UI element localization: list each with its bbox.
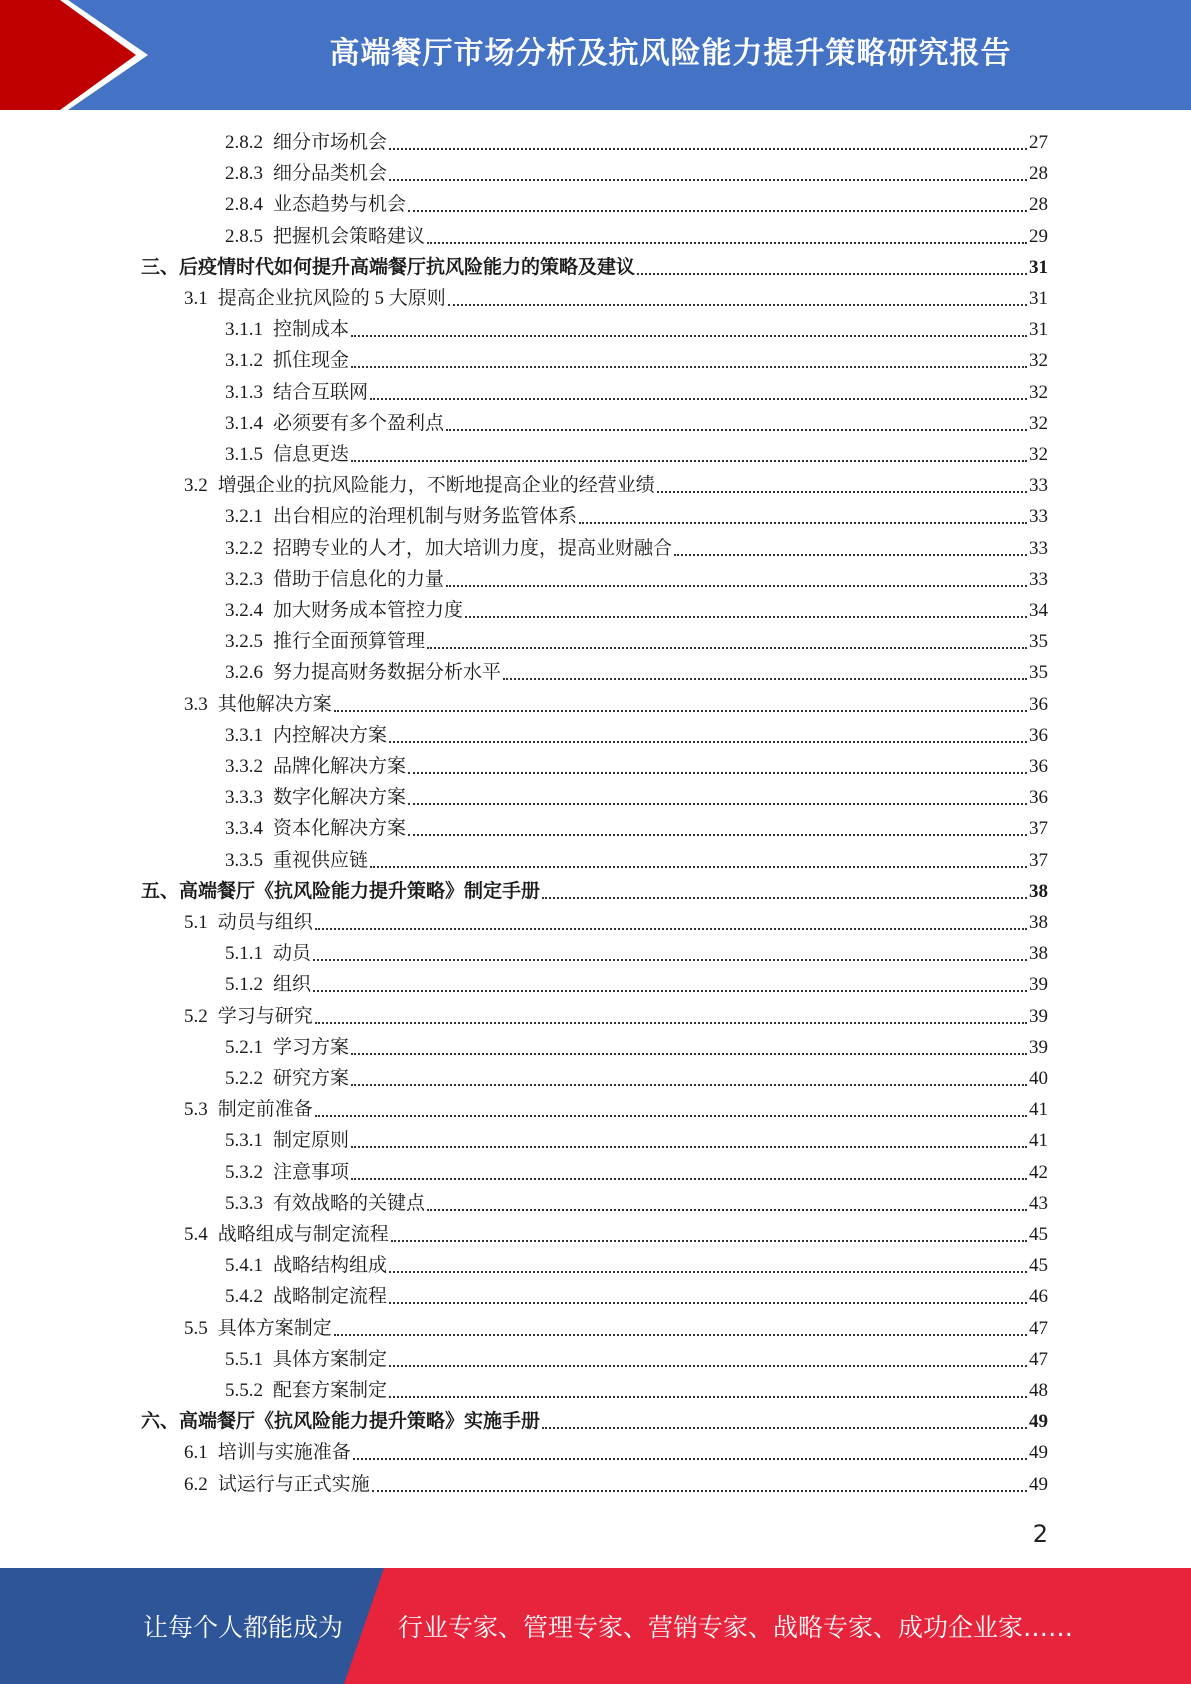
toc-entry[interactable] <box>225 969 1048 1000</box>
toc-entry-number: 3.1.4 <box>225 412 263 434</box>
toc-entry-title: 把握机会策略建议 <box>273 225 426 247</box>
toc-dot-leader <box>446 585 1027 587</box>
toc-entry-title: 细分品类机会 <box>273 163 388 185</box>
toc-entry-page: 49 <box>1029 1473 1048 1495</box>
toc-entry[interactable] <box>225 501 1048 532</box>
toc-entry-number: 3.3.4 <box>225 818 263 840</box>
toc-dot-leader <box>427 647 1027 649</box>
toc-entry-page: 29 <box>1029 225 1048 247</box>
toc-entry[interactable] <box>225 408 1048 439</box>
toc-entry[interactable] <box>141 252 1048 283</box>
page-footer <box>0 1568 1191 1684</box>
toc-entry-page: 38 <box>1029 880 1048 902</box>
toc-entry-title: 招聘专业的人才，加大培训力度，提高业财融合 <box>273 537 673 559</box>
toc-entry-page: 41 <box>1029 1099 1048 1121</box>
toc-entry-title: 制定原则 <box>273 1130 350 1152</box>
toc-entry-number: 2.8.4 <box>225 194 263 216</box>
toc-entry-number: 三、 <box>141 256 180 278</box>
toc-entry-number: 3.1.1 <box>225 319 263 341</box>
toc-entry-page: 33 <box>1029 506 1048 528</box>
header-chevron-decoration <box>0 0 160 110</box>
toc-entry-page: 38 <box>1029 943 1048 965</box>
toc-entry-title: 组织 <box>273 974 312 996</box>
toc-dot-leader <box>370 866 1027 868</box>
toc-entry[interactable] <box>225 813 1048 844</box>
toc-entry[interactable] <box>225 782 1048 813</box>
toc-dot-leader <box>408 834 1027 836</box>
toc-entry-page: 42 <box>1029 1161 1048 1183</box>
toc-dot-leader <box>674 554 1027 556</box>
toc-dot-leader <box>389 179 1027 181</box>
toc-entry[interactable] <box>225 1063 1048 1094</box>
toc-entry[interactable] <box>225 938 1048 969</box>
toc-entry-page: 32 <box>1029 444 1048 465</box>
toc-entry-number: 5.2.2 <box>225 1068 263 1089</box>
toc-entry-number: 3.2.3 <box>225 568 263 590</box>
document-title: 高端餐厅市场分析及抗风险能力提升策略研究报告 <box>329 36 1012 71</box>
toc-entry-page: 33 <box>1029 475 1048 497</box>
toc-dot-leader <box>579 522 1027 524</box>
toc-entry-title: 动员 <box>273 943 312 965</box>
toc-entry-number: 5.5.1 <box>225 1348 263 1370</box>
toc-dot-leader <box>389 1302 1027 1304</box>
toc-entry-number: 5.3 <box>184 1099 208 1121</box>
toc-entry-page: 46 <box>1029 1286 1048 1308</box>
toc-entry-title: 努力提高财务数据分析水平 <box>273 662 502 684</box>
toc-dot-leader <box>353 1458 1027 1460</box>
toc-dot-leader <box>315 928 1027 930</box>
toc-entry-title: 数字化解决方案 <box>273 787 407 809</box>
toc-entry-number: 3.3 <box>184 693 208 715</box>
toc-entry-title: 出台相应的治理机制与财务监管体系 <box>273 506 578 528</box>
toc-entry-title: 信息更迭 <box>273 444 350 465</box>
toc-entry-number: 5.3.3 <box>225 1192 263 1214</box>
toc-entry-page: 36 <box>1029 787 1048 809</box>
toc-entry-page: 43 <box>1029 1192 1048 1214</box>
toc-dot-leader <box>503 678 1027 680</box>
toc-entry[interactable] <box>225 1344 1048 1375</box>
toc-entry-title: 注意事项 <box>273 1161 350 1183</box>
toc-dot-leader <box>389 148 1027 150</box>
toc-entry-page: 39 <box>1029 1005 1048 1027</box>
toc-entry[interactable] <box>225 377 1048 408</box>
footer-slogan-left: 让每个人都能成为 <box>143 1613 344 1642</box>
toc-entry-title: 具体方案制定 <box>273 1348 388 1370</box>
toc-entry-page: 28 <box>1029 163 1048 185</box>
toc-entry-title: 具体方案制定 <box>217 1317 332 1339</box>
toc-dot-leader <box>313 959 1027 961</box>
toc-entry-title: 品牌化解决方案 <box>273 756 407 777</box>
toc-entry-number: 3.2.6 <box>225 662 263 684</box>
toc-entry-page: 48 <box>1029 1380 1048 1401</box>
toc-entry-title: 制定前准备 <box>217 1099 313 1121</box>
toc-entry-title: 必须要有多个盈利点 <box>273 412 445 434</box>
toc-entry-page: 47 <box>1029 1348 1048 1370</box>
toc-entry-page: 31 <box>1029 288 1048 309</box>
toc-entry-title: 有效战略的关键点 <box>273 1192 426 1214</box>
toc-entry-page: 35 <box>1029 631 1048 653</box>
toc-entry-page: 27 <box>1029 132 1048 153</box>
toc-entry-page: 28 <box>1029 194 1048 216</box>
toc-entry[interactable] <box>225 845 1048 876</box>
toc-entry-number: 3.3.1 <box>225 724 263 746</box>
toc-entry-number: 5.3.1 <box>225 1130 263 1152</box>
toc-entry-title: 后疫情时代如何提升高端餐厅抗风险能力的策略及建议 <box>179 256 636 278</box>
toc-entry-page: 49 <box>1029 1411 1048 1433</box>
toc-entry[interactable] <box>225 595 1048 626</box>
toc-entry-title: 研究方案 <box>273 1068 350 1089</box>
toc-entry-title: 学习与研究 <box>217 1005 313 1027</box>
toc-entry[interactable] <box>225 1157 1048 1188</box>
toc-dot-leader <box>315 1115 1027 1117</box>
toc-entry-number: 五、 <box>141 880 180 902</box>
toc-entry[interactable] <box>225 345 1048 376</box>
toc-dot-leader <box>427 242 1027 244</box>
toc-dot-leader <box>389 741 1027 743</box>
toc-dot-leader <box>465 616 1027 618</box>
toc-dot-leader <box>313 990 1027 992</box>
toc-entry[interactable] <box>184 1001 1048 1032</box>
toc-entry-title: 高端餐厅《抗风险能力提升策略》制定手册 <box>179 880 541 902</box>
toc-entry-title: 战略组成与制定流程 <box>217 1224 389 1245</box>
toc-entry-number: 5.2 <box>184 1005 208 1027</box>
toc-entry-page: 47 <box>1029 1317 1048 1339</box>
toc-entry-number: 3.1 <box>184 288 208 309</box>
toc-dot-leader <box>370 398 1027 400</box>
toc-entry-page: 33 <box>1029 568 1048 590</box>
toc-entry[interactable] <box>141 876 1048 907</box>
toc-dot-leader <box>351 366 1027 368</box>
toc-entry[interactable] <box>225 657 1048 688</box>
toc-entry[interactable] <box>225 189 1048 220</box>
toc-entry[interactable] <box>225 626 1048 657</box>
toc-entry-title: 学习方案 <box>273 1036 350 1058</box>
toc-entry-number: 2.8.5 <box>225 225 263 247</box>
toc-entry-number: 6.1 <box>184 1442 208 1464</box>
toc-entry-number: 3.1.3 <box>225 381 263 403</box>
toc-entry-number: 3.1.5 <box>225 444 263 465</box>
toc-entry-number: 3.2.4 <box>225 600 263 621</box>
toc-dot-leader <box>389 1271 1027 1273</box>
toc-entry[interactable] <box>184 907 1048 938</box>
toc-entry-number: 2.8.3 <box>225 163 263 185</box>
toc-entry-number: 5.4.2 <box>225 1286 263 1308</box>
toc-entry-number: 5.2.1 <box>225 1036 263 1058</box>
toc-entry-page: 39 <box>1029 974 1048 996</box>
toc-entry[interactable] <box>141 1406 1048 1437</box>
toc-entry[interactable] <box>184 1219 1048 1250</box>
toc-dot-leader <box>315 1022 1027 1024</box>
toc-entry-page: 37 <box>1029 849 1048 871</box>
toc-entry[interactable] <box>225 158 1048 189</box>
toc-dot-leader <box>448 304 1027 306</box>
toc-dot-leader <box>351 1178 1027 1180</box>
toc-entry[interactable] <box>225 1281 1048 1312</box>
toc-entry-number: 3.2.1 <box>225 506 263 528</box>
toc-entry-number: 6.2 <box>184 1473 208 1495</box>
toc-entry-title: 试运行与正式实施 <box>217 1473 370 1495</box>
toc-entry[interactable] <box>225 1188 1048 1219</box>
toc-entry-title: 推行全面预算管理 <box>273 631 426 653</box>
toc-dot-leader <box>334 710 1027 712</box>
toc-entry-number: 5.4 <box>184 1224 208 1245</box>
toc-entry-title: 培训与实施准备 <box>217 1442 351 1464</box>
toc-entry-number: 3.2.2 <box>225 537 263 559</box>
toc-entry-title: 内控解决方案 <box>273 724 388 746</box>
toc-entry-title: 业态趋势与机会 <box>273 194 407 216</box>
toc-entry-page: 36 <box>1029 756 1048 777</box>
toc-entry-page: 40 <box>1029 1068 1048 1089</box>
toc-entry-page: 45 <box>1029 1224 1048 1245</box>
toc-dot-leader <box>391 1240 1027 1242</box>
toc-entry-page: 32 <box>1029 412 1048 434</box>
page-number: 2 <box>1032 1520 1048 1548</box>
toc-entry-title: 借助于信息化的力量 <box>273 568 445 590</box>
toc-entry-page: 39 <box>1029 1036 1048 1058</box>
toc-entry[interactable] <box>225 751 1048 782</box>
toc-entry-number: 3.2 <box>184 475 208 497</box>
toc-entry[interactable] <box>184 470 1048 501</box>
toc-entry-title: 其他解决方案 <box>217 693 332 715</box>
toc-entry-number: 5.3.2 <box>225 1161 263 1183</box>
toc-entry[interactable] <box>225 221 1048 252</box>
toc-entry-page: 36 <box>1029 693 1048 715</box>
toc-entry-number: 3.3.3 <box>225 787 263 809</box>
toc-dot-leader <box>351 1084 1027 1086</box>
toc-entry[interactable] <box>225 1032 1048 1063</box>
toc-dot-leader <box>389 1365 1027 1367</box>
toc-entry-title: 抓住现金 <box>273 350 350 372</box>
toc-dot-leader <box>427 1209 1027 1211</box>
toc-entry[interactable] <box>184 1437 1048 1468</box>
footer-slogan-right: 行业专家、管理专家、营销专家、战略专家、成功企业家…… <box>398 1613 1074 1642</box>
toc-entry-page: 49 <box>1029 1442 1048 1464</box>
toc-entry[interactable] <box>225 564 1048 595</box>
toc-entry-number: 5.1.2 <box>225 974 263 996</box>
toc-entry-title: 增强企业的抗风险能力，不断地提高企业的经营业绩 <box>217 475 655 497</box>
toc-entry-title: 提高企业抗风险的 5 大原则 <box>217 288 446 309</box>
toc-entry[interactable] <box>184 689 1048 720</box>
toc-entry-number: 5.5 <box>184 1317 208 1339</box>
toc-entry-title: 细分市场机会 <box>273 132 388 153</box>
toc-entry[interactable] <box>225 314 1048 345</box>
toc-entry[interactable] <box>184 1094 1048 1125</box>
toc-entry[interactable] <box>225 720 1048 751</box>
toc-entry[interactable] <box>225 439 1048 470</box>
toc-entry-number: 5.4.1 <box>225 1255 263 1277</box>
toc-entry-page: 38 <box>1029 912 1048 933</box>
toc-dot-leader <box>408 803 1027 805</box>
toc-entry-title: 资本化解决方案 <box>273 818 407 840</box>
toc-entry[interactable] <box>225 1375 1048 1406</box>
toc-entry-title: 控制成本 <box>273 319 350 341</box>
toc-entry-title: 高端餐厅《抗风险能力提升策略》实施手册 <box>179 1411 541 1433</box>
toc-entry-title: 结合互联网 <box>273 381 369 403</box>
toc-entry-title: 加大财务成本管控力度 <box>273 600 464 621</box>
toc-entry-page: 31 <box>1029 256 1048 278</box>
toc-entry-page: 36 <box>1029 724 1048 746</box>
toc-dot-leader <box>372 1490 1027 1492</box>
toc-entry[interactable] <box>225 533 1048 564</box>
toc-dot-leader <box>542 1427 1027 1429</box>
toc-dot-leader <box>351 460 1027 462</box>
toc-entry[interactable] <box>225 1250 1048 1281</box>
toc-entry-number: 六、 <box>141 1411 180 1433</box>
toc-dot-leader <box>408 210 1027 212</box>
toc-entry[interactable] <box>184 1313 1048 1344</box>
toc-entry[interactable] <box>225 1125 1048 1156</box>
toc-entry[interactable] <box>225 127 1048 158</box>
toc-dot-leader <box>389 1396 1027 1398</box>
toc-entry-page: 32 <box>1029 381 1048 403</box>
toc-entry-title: 战略制定流程 <box>273 1286 388 1308</box>
toc-dot-leader <box>351 1053 1027 1055</box>
toc-entry-number: 3.3.5 <box>225 849 263 871</box>
toc-entry-page: 33 <box>1029 537 1048 559</box>
toc-entry-number: 5.1 <box>184 912 208 933</box>
toc-entry-number: 3.2.5 <box>225 631 263 653</box>
toc-dot-leader <box>408 772 1027 774</box>
toc-entry-number: 3.3.2 <box>225 756 263 777</box>
toc-entry-page: 35 <box>1029 662 1048 684</box>
toc-entry-page: 37 <box>1029 818 1048 840</box>
toc-entry-title: 战略结构组成 <box>273 1255 388 1277</box>
toc-dot-leader <box>637 273 1027 275</box>
toc-entry-page: 32 <box>1029 350 1048 372</box>
toc-dot-leader <box>446 429 1027 431</box>
toc-entry-number: 5.5.2 <box>225 1380 263 1401</box>
toc-dot-leader <box>351 335 1027 337</box>
toc-entry-page: 31 <box>1029 319 1048 341</box>
toc-entry-title: 配套方案制定 <box>273 1380 388 1401</box>
toc-entry-page: 41 <box>1029 1130 1048 1152</box>
toc-entry-number: 2.8.2 <box>225 132 263 153</box>
toc-entry[interactable] <box>184 1469 1048 1500</box>
toc-entry-title: 重视供应链 <box>273 849 369 871</box>
toc-dot-leader <box>334 1334 1027 1336</box>
toc-entry-number: 3.1.2 <box>225 350 263 372</box>
page-header <box>0 0 1191 110</box>
toc-dot-leader <box>657 491 1027 493</box>
toc-entry-number: 5.1.1 <box>225 943 263 965</box>
toc-entry-title: 动员与组织 <box>217 912 313 933</box>
toc-entry[interactable] <box>184 283 1048 314</box>
toc-entry-page: 34 <box>1029 600 1048 621</box>
toc-entry-page: 45 <box>1029 1255 1048 1277</box>
toc-dot-leader <box>542 897 1027 899</box>
toc-dot-leader <box>351 1146 1027 1148</box>
